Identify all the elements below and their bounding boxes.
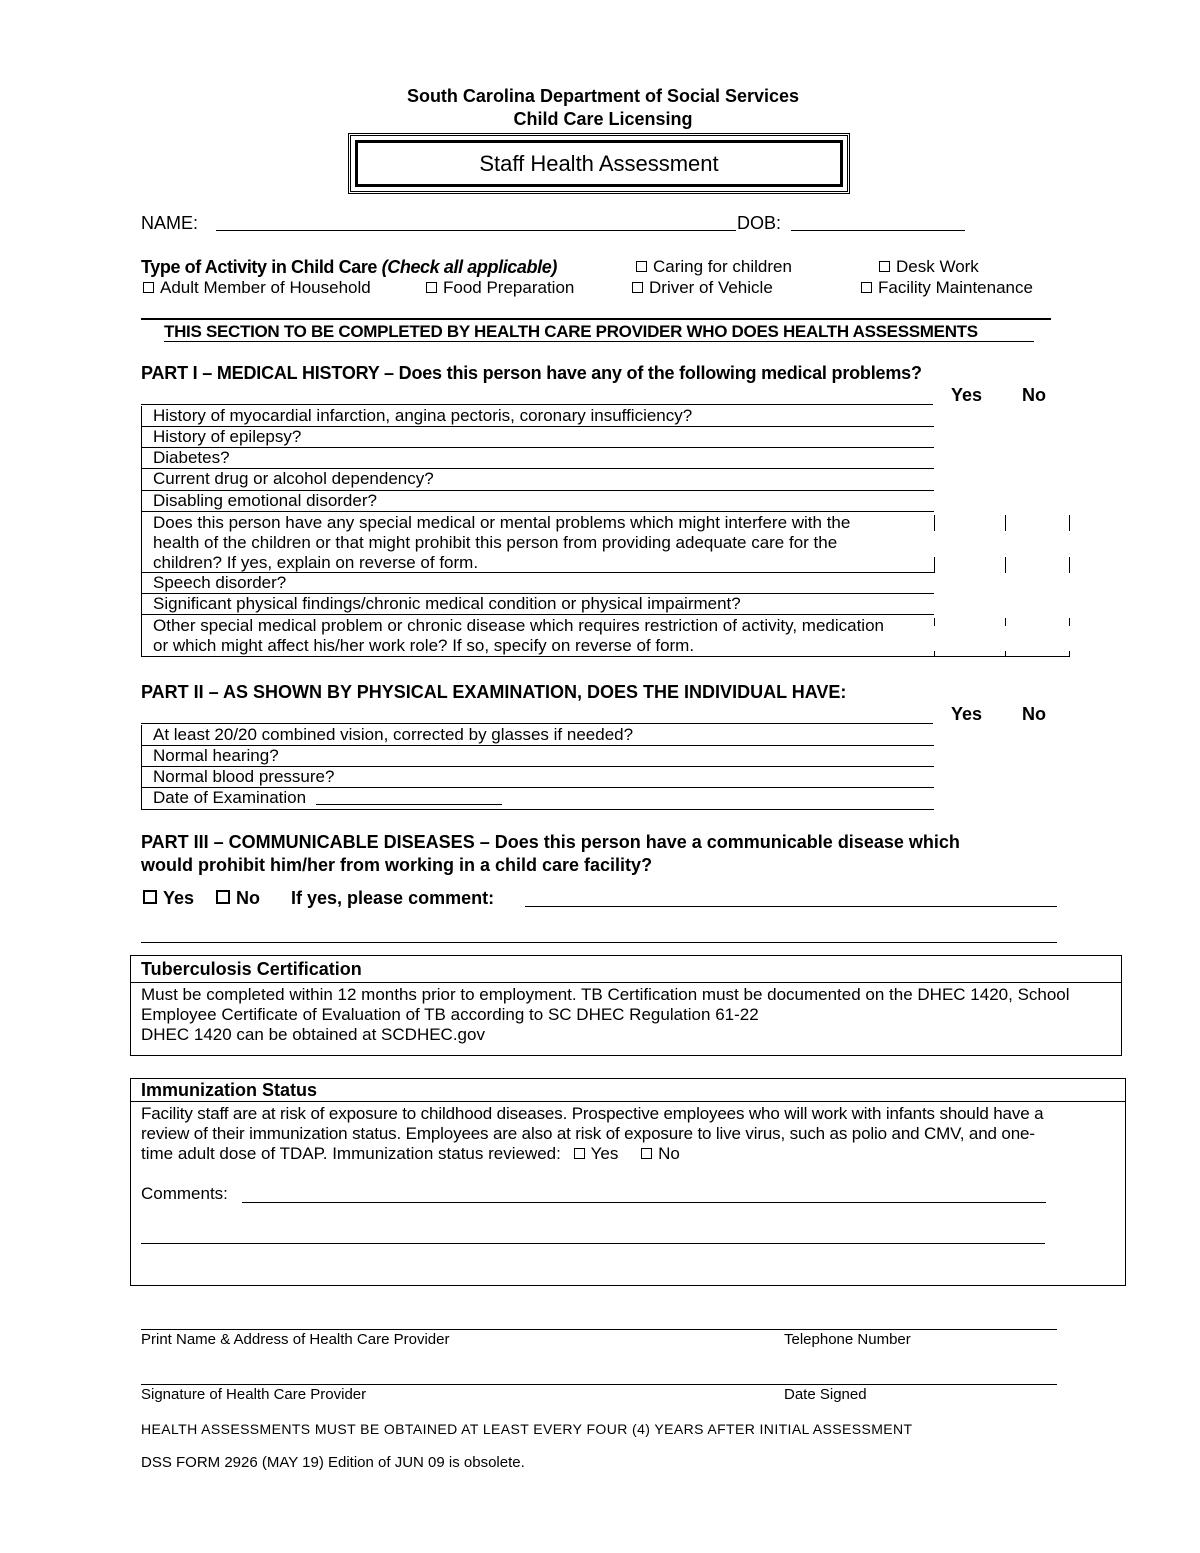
table-row[interactable]: Current drug or alcohol dependency? [142,469,934,491]
answer-column-mark [934,515,935,531]
agency-name: South Carolina Department of Social Services [406,86,800,106]
immunization-title: Immunization Status [131,1079,1125,1102]
part3-heading-line2: would prohibit him/her from working in a child care facility? [141,855,653,875]
immunization-yes-option[interactable]: Yes [574,1144,619,1163]
form-id: DSS FORM 2926 (MAY 19) Edition of JUN 09 is obsolete. [141,1454,525,1471]
banner-rule [141,318,1051,320]
part2-yes-header: Yes [951,704,983,724]
part3-comment-field[interactable] [525,906,1057,907]
provider-name-field[interactable] [141,1329,1057,1330]
activity-option-driver[interactable]: Driver of Vehicle [632,278,773,298]
tb-box [130,955,1122,1056]
part2-no-header: No [1022,704,1046,724]
part1-no-header: No [1022,385,1046,405]
table-row[interactable]: History of myocardial infarction, angina pectoris, coronary insufficiency? [142,406,934,427]
signature-label: Signature of Health Care Provider [141,1386,367,1403]
checkbox-icon[interactable] [426,282,437,293]
checkbox-icon[interactable] [216,890,230,904]
part2-heading: PART II – AS SHOWN BY PHYSICAL EXAMINATION, DOES THE INDIVIDUAL HAVE: [141,682,847,702]
division-name: Child Care Licensing [513,109,693,129]
table-row[interactable]: Does this person have any special medical or mental problems which might interfere with the health of the children or that might prohibit this person from providing adequate care for the children? If yes, explain on reverse of form. [142,512,934,573]
table-row[interactable]: Speech disorder? [142,573,934,594]
name-field[interactable] [216,230,736,231]
table-row[interactable]: At least 20/20 combined vision, corrected by glasses if needed? [142,725,934,746]
provider-banner: THIS SECTION TO BE COMPLETED BY HEALTH CARE PROVIDER WHO DOES HEALTH ASSESSMENTS [164,322,978,341]
phone-label: Telephone Number [784,1331,911,1348]
immunization-body: Facility staff are at risk of exposure to childhood diseases. Prospective employees who will work with infants should have a review of their immunization status. Employees are also at risk of exposure to live virus, such as polio and CMV, and one- time adult dose of TDAP. Immunization status reviewed: Yes No [141,1104,1044,1163]
table-row[interactable]: Significant physical findings/chronic medical condition or physical impairment? [142,594,934,615]
answer-column-mark [1069,557,1070,573]
comments-label: Comments: [141,1184,228,1203]
activity-option-food[interactable]: Food Preparation [426,278,574,298]
activity-option-household[interactable]: Adult Member of Household [143,278,371,298]
comments-field[interactable] [242,1202,1046,1203]
part1-yes-header: Yes [951,385,983,405]
checkbox-icon[interactable] [879,261,890,272]
table-row[interactable]: History of epilepsy? [142,427,934,448]
exam-date-field[interactable] [316,804,502,805]
part3-no-option[interactable]: No [216,888,260,909]
answer-column-mark [1069,515,1070,531]
table-row[interactable]: Date of Examination [142,788,934,810]
checkbox-icon[interactable] [143,890,157,904]
part3-comment-field-2[interactable] [141,942,1057,943]
tb-body: Must be completed within 12 months prior to employment. TB Certification must be documented on the DHEC 1420, School Employee Certificate of Evaluation of TB according to SC DHEC Regulation 61-22 DHEC 1420 can be obtained at SCDHEC.gov [141,985,1070,1044]
activity-label: Type of Activity in Child Care [141,257,378,277]
immunization-no-option[interactable]: No [641,1144,680,1163]
answer-column-mark [1005,557,1006,573]
answer-column-mark [934,618,935,626]
part3-heading-line1: PART III – COMMUNICABLE DISEASES – Does this person have a communicable disease which [141,832,960,852]
part3-comment-label: If yes, please comment: [291,888,495,908]
part1-heading: PART I – MEDICAL HISTORY – Does this person have any of the following medical problems? [141,363,922,383]
table-row[interactable]: Normal blood pressure? [142,767,934,788]
date-signed-label: Date Signed [784,1386,867,1403]
banner-underline [164,341,1034,342]
checkbox-icon[interactable] [632,282,643,293]
dob-label: DOB: [737,213,782,233]
renewal-notice: HEALTH ASSESSMENTS MUST BE OBTAINED AT LEAST EVERY FOUR (4) YEARS AFTER INITIAL ASSESSMENT [141,1421,913,1437]
answer-column-mark [1005,618,1006,626]
part3-yes-option[interactable]: Yes [143,888,194,909]
name-label: NAME: [141,213,199,233]
checkbox-icon[interactable] [861,282,872,293]
part2-top-rule [141,723,933,724]
part2-table [141,725,934,810]
checkbox-icon[interactable] [641,1148,652,1159]
answer-column-mark [934,557,935,573]
checkbox-icon[interactable] [143,282,154,293]
checkbox-icon[interactable] [636,261,647,272]
part1-table [141,406,934,657]
answer-column-mark [1005,651,1006,657]
answer-column-mark [1069,651,1070,657]
activity-option-desk[interactable]: Desk Work [879,257,979,277]
activity-option-caring[interactable]: Caring for children [636,257,792,277]
comments-field-2[interactable] [141,1243,1045,1244]
table-row[interactable]: Disabling emotional disorder? [142,491,934,512]
dob-field[interactable] [791,230,965,231]
provider-name-label: Print Name & Address of Health Care Provider [141,1331,450,1348]
tb-title: Tuberculosis Certification [131,956,1121,983]
checkbox-icon[interactable] [574,1148,585,1159]
form-title-box [348,133,850,194]
answer-column-mark [1069,618,1070,626]
table-row[interactable]: Other special medical problem or chronic disease which requires restriction of activity, medication or which might affect his/her work role? If so, specify on reverse of form. [142,615,934,657]
form-title: Staff Health Assessment [355,140,843,187]
answer-bottom-rule [933,656,1070,657]
activity-hint: (Check all applicable) [381,257,557,277]
activity-heading [141,257,557,278]
signature-field[interactable] [141,1384,1057,1385]
activity-option-maintenance[interactable]: Facility Maintenance [861,278,1033,298]
part1-top-rule [141,404,933,405]
answer-column-mark [1005,515,1006,531]
immunization-box [130,1078,1126,1286]
answer-column-mark [934,651,935,657]
table-row[interactable]: Normal hearing? [142,746,934,767]
table-row[interactable]: Diabetes? [142,448,934,469]
